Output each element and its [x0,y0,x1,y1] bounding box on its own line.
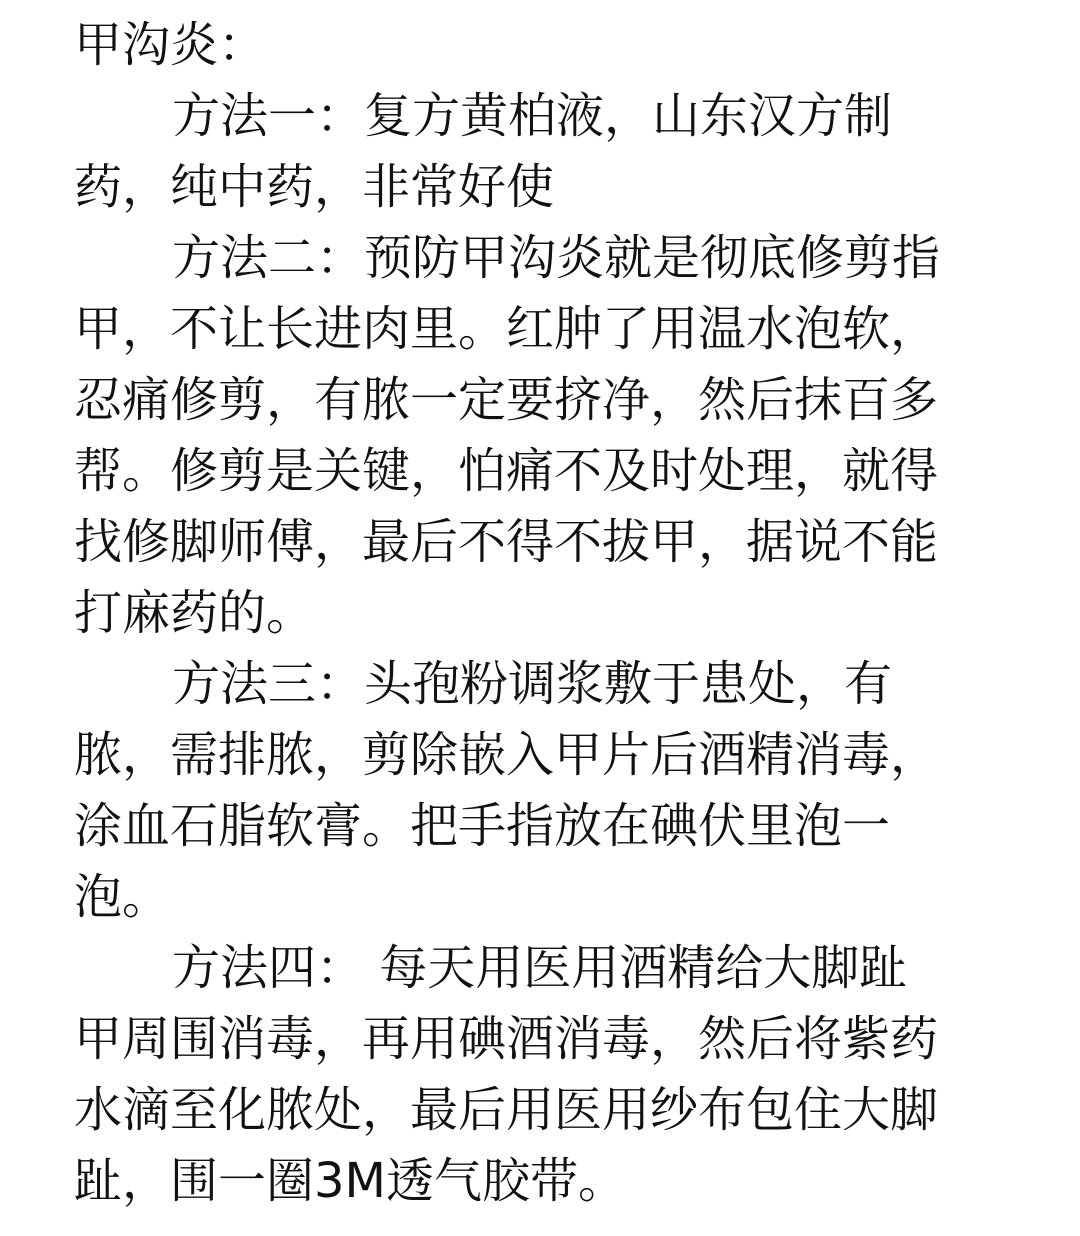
method-3-line-1: 方法三：头孢粉调浆敷于患处，有 [172,656,893,712]
method-3-line-3: 涂血石脂软膏。把手指放在碘伏里泡一 [74,798,891,854]
method-2-line-1: 方法二：预防甲沟炎就是彻底修剪指 [172,230,941,286]
method-4-line-1: 方法四： 每天用医用酒精给大脚趾 [172,940,908,996]
method-3-line-2: 脓，需排脓，剪除嵌入甲片后酒精消毒， [74,727,939,783]
method-1-line-1: 方法一：复方黄柏液，山东汉方制 [172,88,893,144]
method-4-line-4: 趾，围一圈3M透气胶带。 [74,1153,626,1209]
method-2-line-6: 打麻药的。 [74,585,315,641]
method-1-line-2: 药，纯中药，非常好使 [74,159,555,215]
document-body [74,10,1014,1217]
method-4-line-2: 甲周围消毒，再用碘酒消毒，然后将紫药 [74,1011,939,1067]
method-2-line-5: 找修脚师傅，最后不得不拔甲，据说不能 [74,514,939,570]
method-4-line-3: 水滴至化脓处，最后用医用纱布包住大脚 [74,1082,939,1138]
document-title: 甲沟炎： [74,17,267,73]
method-2-line-3: 忍痛修剪，有脓一定要挤净，然后抹百多 [74,372,939,428]
method-3-line-4: 泡。 [74,869,171,925]
method-2-line-4: 帮。修剪是关键，怕痛不及时处理，就得 [74,443,939,499]
method-2-line-2: 甲，不让长进肉里。红肿了用温水泡软， [74,301,939,357]
